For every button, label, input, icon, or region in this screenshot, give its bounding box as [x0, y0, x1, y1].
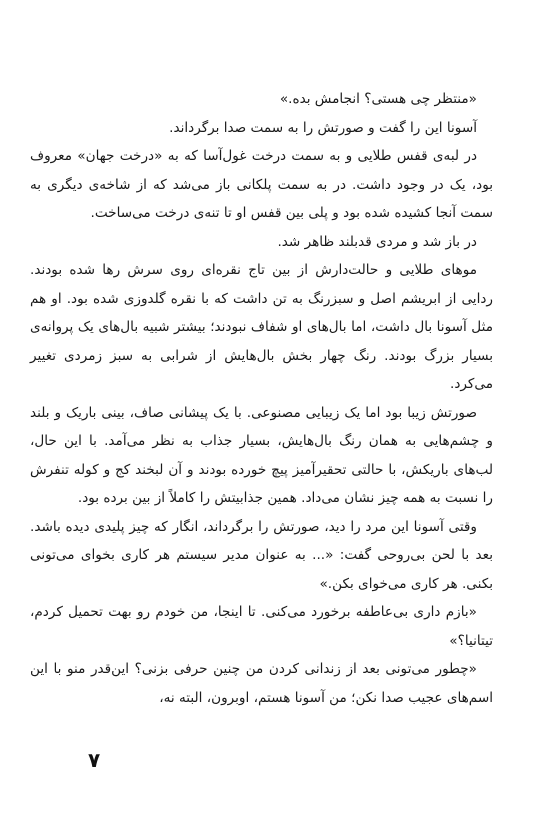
paragraph: در لبه‌ی قفس طلایی و به سمت درخت غول‌آسا که به «درخت جهان» معروف بود، یک در وجود داشت. در به سمت پلکانی باز می‌شد که از شاخه‌ی دیگری به سمت آنجا کشیده شده بود و پلی بین قفس او تا تنه‌ی درخت می‌ساخت.	[30, 148, 493, 221]
paragraph: «منتظر چی هستی؟ انجامش بده.»	[279, 91, 477, 107]
paragraph: موهای طلایی و حالت‌دارش از بین تاج نقره‌ای روی سرش رها شده بودند. ردایی از ابریشم اصل و سبزرنگ به تن داشت که با نقره گلدوزی شده بود. او هم مثل آسونا بال داشت، اما بال‌های او شفاف نبودند؛ بیشتر شبیه بال‌های یک پروانه‌ی بسیار بزرگ بودند. رنگ چهار بخش بال‌هایش از شرابی به سبز زمردی تغییر می‌کرد.	[30, 262, 493, 392]
paragraph: وقتی آسونا این مرد را دید، صورتش را برگرداند، انگار که چیز پلیدی دیده باشد. بعد با لحن بی‌روحی گفت: «... به عنوان مدیر سیستم هر کاری بخوای می‌تونی بکنی. هر کاری می‌خوای بکن.»	[30, 518, 493, 592]
page-number: ۷	[88, 748, 101, 772]
paragraph: «بازم داری بی‌عاطفه برخورد می‌کنی. تا اینجا، من خودم رو بهت تحمیل کردم، تیتانیا؟»	[30, 604, 493, 649]
book-page-body	[30, 85, 493, 712]
paragraph: صورتش زیبا بود اما یک زیبایی مصنوعی. با یک پیشانی صاف، بینی باریک و بلند و چشم‌هایی به همان رنگ بال‌هایش، بسیار جذاب به نظر می‌آمد. با این حال، لب‌های باریکش، با حالتی تحقیرآمیز پیچ خورده بودند و آن لبخند کج و کوله تنفرش را نسبت به همه چیز نشان می‌داد. همین جذابیتش را کاملاً از بین برده بود.	[30, 404, 493, 506]
paragraph: «چطور می‌تونی بعد از زندانی کردن من چنین حرفی بزنی؟ این‌قدر منو با این اسم‌های عجیب صدا نکن؛ من آسونا هستم، اوبرون، البته نه،	[30, 661, 493, 706]
paragraph: آسونا این را گفت و صورتش را به سمت صدا برگرداند.	[169, 119, 477, 136]
paragraph: در باز شد و مردی قدبلند ظاهر شد.	[277, 233, 477, 250]
